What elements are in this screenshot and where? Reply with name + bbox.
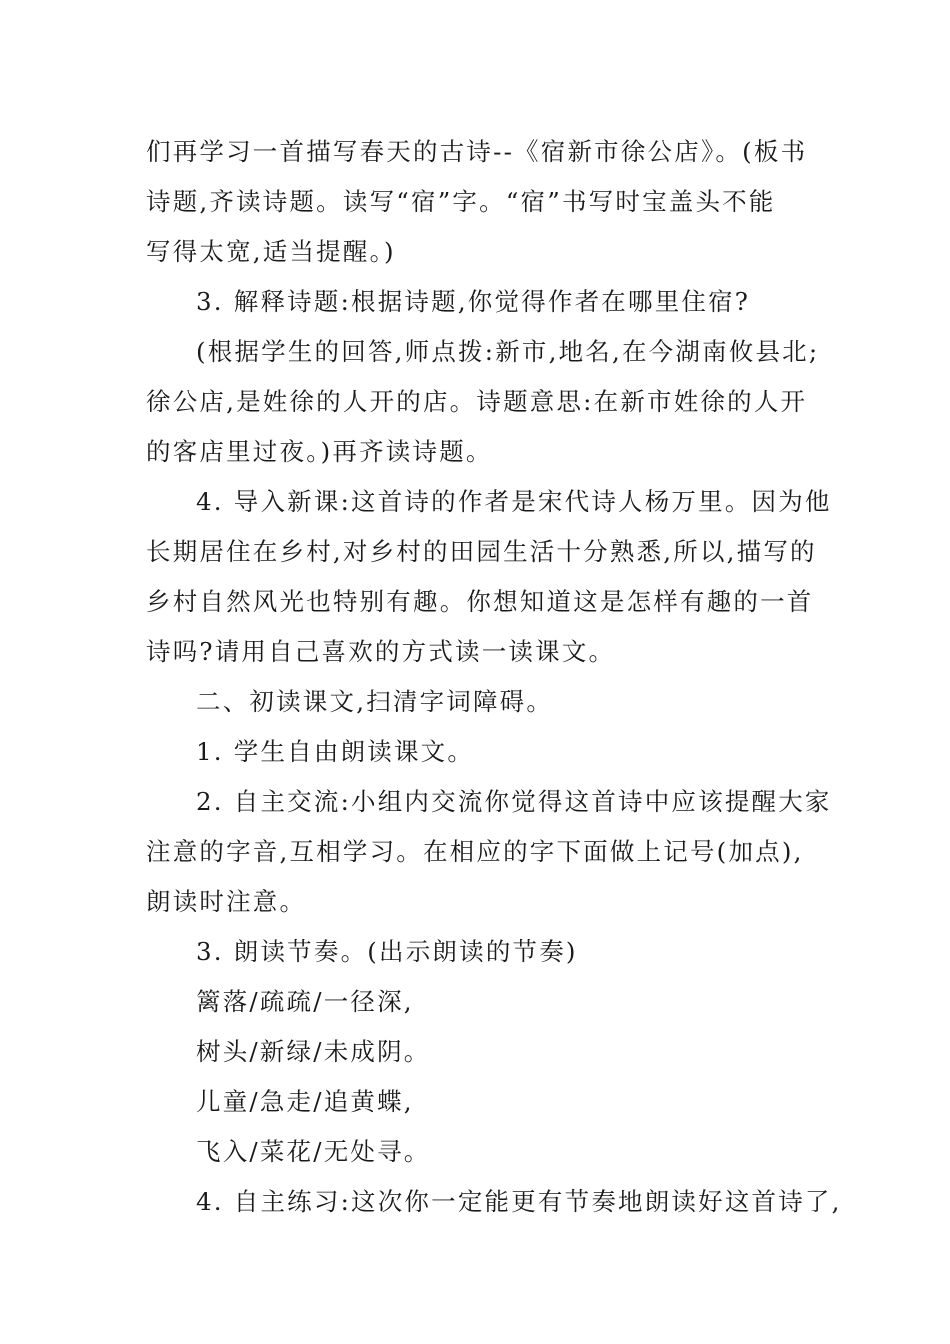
text-line: 长期居住在乡村,对乡村的田园生活十分熟悉,所以,描写的 xyxy=(146,537,817,566)
poem-line: 儿童/急走/追黄蝶, xyxy=(196,1087,414,1116)
text-line: 4. 自主练习:这次你一定能更有节奏地朗读好这首诗了, xyxy=(196,1187,842,1216)
section-heading: 二、初读课文,扫清字词障碍。 xyxy=(196,687,554,716)
text-line: 写得太宽,适当提醒。) xyxy=(146,237,396,266)
text-line: 3. 解释诗题:根据诗题,你觉得作者在哪里住宿? xyxy=(196,287,751,316)
poem-line: 树头/新绿/未成阴。 xyxy=(196,1037,431,1066)
text-line: 1. 学生自由朗读课文。 xyxy=(196,737,475,766)
text-line: 2. 自主交流:小组内交流你觉得这首诗中应该提醒大家 xyxy=(196,787,832,816)
text-line: 朗读时注意。 xyxy=(146,887,307,916)
text-line: (根据学生的回答,师点拨:新市,地名,在今湖南攸县北; xyxy=(196,337,820,366)
text-line: 诗题,齐读诗题。读写“宿”字。“宿”书写时宝盖头不能 xyxy=(146,187,776,216)
text-line: 注意的字音,互相学习。在相应的字下面做上记号(加点), xyxy=(146,837,804,866)
poem-line: 篱落/疏疏/一径深, xyxy=(196,987,414,1016)
text-line: 3. 朗读节奏。(出示朗读的节奏) xyxy=(196,937,578,966)
text-line: 诗吗?请用自己喜欢的方式读一读课文。 xyxy=(146,637,616,666)
text-line: 4. 导入新课:这首诗的作者是宋代诗人杨万里。因为他 xyxy=(196,487,832,516)
text-line: 们再学习一首描写春天的古诗--《宿新市徐公店》。(板书 xyxy=(146,137,808,166)
poem-line: 飞入/菜花/无处寻。 xyxy=(196,1137,431,1166)
text-line: 徐公店,是姓徐的人开的店。诗题意思:在新市姓徐的人开 xyxy=(146,387,808,416)
text-line: 的客店里过夜。)再齐读诗题。 xyxy=(146,437,493,466)
text-line: 乡村自然风光也特别有趣。你想知道这是怎样有趣的一首 xyxy=(146,587,814,616)
